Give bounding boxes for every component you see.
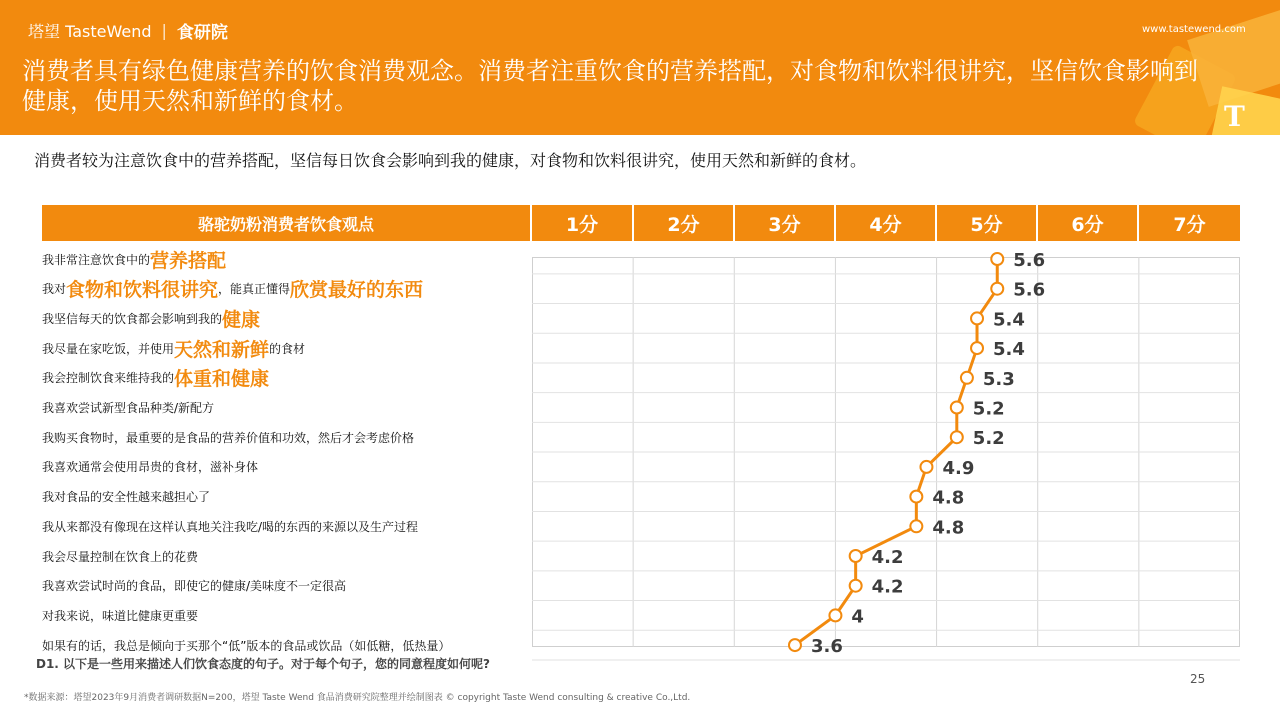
data-label: 4.9 xyxy=(942,457,975,479)
source-note: *数据来源：塔望2023年9月消费者调研数据N=200，塔望 Taste Wend 食品消费研究院整理并绘制图表 © copyright Taste Wend consulting & creative Co.,Ltd. xyxy=(24,693,691,703)
survey-question: D1. 以下是一些用来描述人们饮食态度的句子。对于每个句子，您的同意程度如何呢? xyxy=(36,657,491,671)
brand-separator: | xyxy=(161,21,167,40)
scale-header-1: 1分 xyxy=(532,205,634,241)
scale-header-5: 5分 xyxy=(937,205,1038,241)
data-label: 4 xyxy=(851,606,864,628)
statement-text: 我坚信每天的饮食都会影响到我的 xyxy=(42,311,223,326)
brand-name: 塔望 TasteWend xyxy=(28,22,152,41)
brand-institute: 食研院 xyxy=(176,23,228,43)
data-point xyxy=(951,402,963,414)
statement-text: 我会尽量控制在饮食上的花费 xyxy=(42,549,199,564)
data-label: 5.2 xyxy=(972,398,1005,420)
data-point xyxy=(910,491,922,503)
data-point xyxy=(971,342,983,354)
brand-mark: T xyxy=(1224,100,1245,133)
statement-highlight: 营养搭配 xyxy=(150,249,227,272)
scale-header-3: 3分 xyxy=(735,205,836,241)
scale-header-4: 4分 xyxy=(836,205,937,241)
data-label: 5.4 xyxy=(993,309,1025,331)
data-label: 5.6 xyxy=(1013,250,1046,271)
data-point xyxy=(850,580,862,592)
statement-text: 我喜欢尝试新型食品种类/新配方 xyxy=(42,401,215,415)
statement-text: 我对食品的安全性越来越担心了 xyxy=(42,490,211,505)
statement-highlight: 欣赏最好的东西 xyxy=(290,279,424,302)
data-label: 4.2 xyxy=(871,576,904,598)
slide-subtitle: 消费者较为注意饮食中的营养搭配，坚信每日饮食会影响到我的健康，对食物和饮料很讲究，使用天然和新鲜的食材。 xyxy=(34,151,867,170)
data-point xyxy=(920,461,932,473)
data-label: 5.3 xyxy=(982,368,1015,390)
statement-text: 我会控制饮食来维持我的 xyxy=(42,371,175,386)
statement-text: 我尽量在家吃饭，并使用 xyxy=(42,341,175,356)
statement-text: 对我来说，味道比健康更重要 xyxy=(42,608,199,623)
data-label: 4.8 xyxy=(932,487,965,509)
statement-highlight: 食物和饮料很讲究 xyxy=(66,279,219,302)
statement-highlight: 天然和新鲜 xyxy=(174,338,270,361)
statement-text: 我喜欢尝试时尚的食品，即使它的健康/美味度不一定很高 xyxy=(42,579,347,594)
data-label: 5.6 xyxy=(1013,279,1046,301)
data-point xyxy=(961,372,973,384)
data-label: 4.2 xyxy=(871,547,904,568)
statement-text: 的食材 xyxy=(269,341,306,356)
statement-text: ，能真正懂得 xyxy=(218,282,291,297)
statement-text: 我对 xyxy=(42,282,67,297)
website-url: www.tastewend.com xyxy=(1142,24,1246,35)
data-point xyxy=(991,283,1003,295)
statement-text: 我购买食物时，最重要的是食品的营养价值和功效，然后才会考虑价格 xyxy=(42,430,415,445)
statement-highlight: 体重和健康 xyxy=(174,368,270,391)
data-label: 5.2 xyxy=(972,428,1005,450)
scale-header-6: 6分 xyxy=(1038,205,1139,241)
data-label: 3.6 xyxy=(810,636,843,658)
statement-highlight: 健康 xyxy=(222,308,261,331)
data-point xyxy=(850,550,862,562)
statement-text: 我从来都没有像现在这样认真地关注我吃/喝的东西的来源以及生产过程 xyxy=(42,519,419,534)
data-label: 4.8 xyxy=(932,517,965,539)
statement-text: 我非常注意饮食中的 xyxy=(42,252,151,267)
table-header-title: 骆驼奶粉消费者饮食观点 xyxy=(42,205,532,241)
statement-text: 如果有的话，我总是倾向于买那个“低”版本的食品或饮品（如低糖，低热量） xyxy=(42,638,451,653)
data-point xyxy=(910,520,922,532)
data-point xyxy=(789,639,801,651)
data-point xyxy=(829,609,841,621)
statement-text: 我喜欢通常会使用昂贵的食材，滋补身体 xyxy=(42,460,259,475)
scale-header-2: 2分 xyxy=(634,205,735,241)
data-point xyxy=(991,253,1003,265)
page-number: 25 xyxy=(1190,672,1206,686)
data-label: 5.4 xyxy=(993,339,1025,361)
scale-header-7: 7分 xyxy=(1139,205,1240,241)
data-point xyxy=(971,312,983,324)
slide-headline: 消费者具有绿色健康营养的饮食消费观念。消费者注重饮食的营养搭配，对食物和饮料很讲究，坚信饮食影响到健康，使用天然和新鲜的食材。 xyxy=(22,57,1198,115)
data-point xyxy=(951,431,963,443)
